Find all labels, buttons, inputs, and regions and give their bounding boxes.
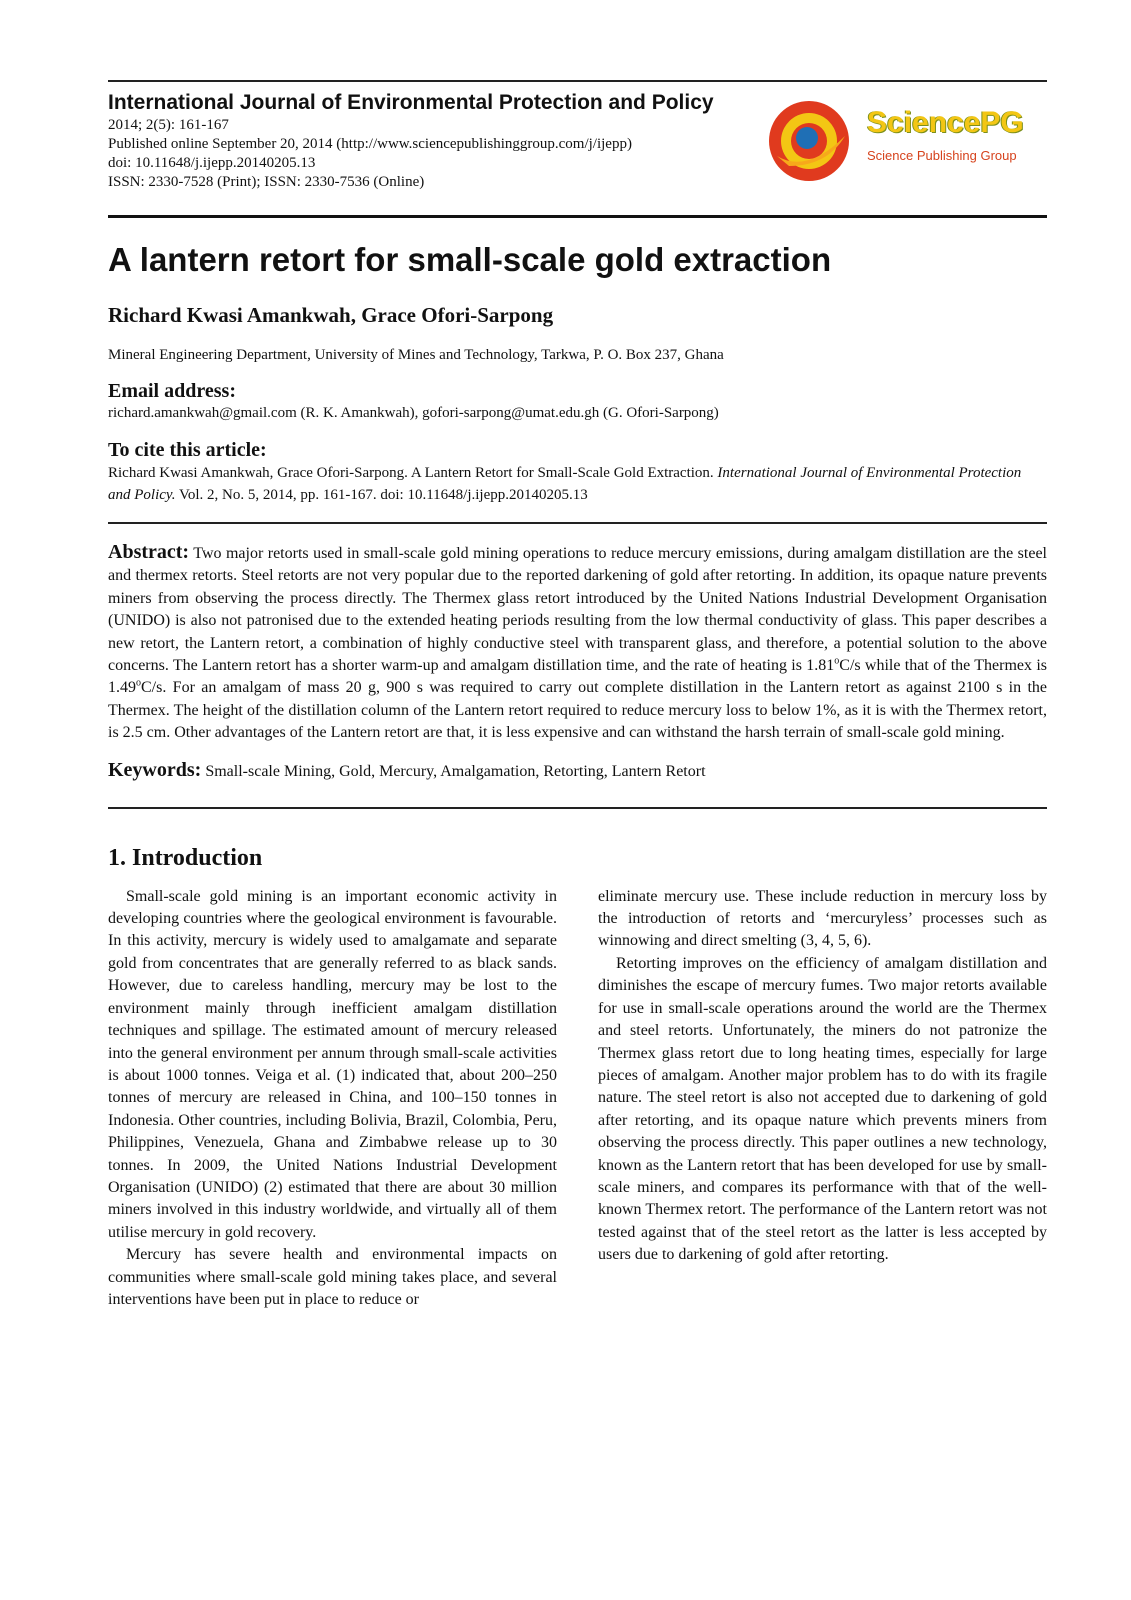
left-column	[108, 886, 557, 1312]
citation-journal: International Journal of Environmental Protection and Policy.	[108, 465, 1022, 503]
issn-line: ISSN: 2330-7528 (Print); ISSN: 2330-7536 (Online)	[108, 174, 425, 190]
top-rule	[108, 80, 1047, 82]
abstract	[108, 541, 1047, 745]
page	[108, 80, 1047, 1311]
abstract-bottom-rule	[108, 807, 1047, 809]
intro-paragraph: Mercury has severe health and environmental impacts on communities where small-scale gold mining takes place, and several interventions have been put in place to reduce or	[108, 1246, 557, 1308]
right-column	[598, 886, 1047, 1312]
doi-line: doi: 10.11648/j.ijepp.20140205.13	[108, 155, 316, 171]
header-rule	[108, 215, 1047, 218]
authors: Richard Kwasi Amankwah, Grace Ofori-Sarpong	[108, 303, 554, 327]
degree-sup-2: o	[136, 678, 141, 690]
journal-issue: 2014; 2(5): 161-167	[108, 117, 229, 133]
citation-prefix: Richard Kwasi Amankwah, Grace Ofori-Sarpong. A Lantern Retort for Small-Scale Gold Extraction.	[108, 465, 718, 481]
journal-header	[108, 90, 1047, 215]
degree-sup-1: o	[834, 655, 840, 667]
abstract-label: Abstract:	[108, 541, 190, 563]
email-addresses: richard.amankwah@gmail.com (R. K. Amankwah), gofori-sarpong@umat.edu.gh (G. Ofori-Sarpong)	[108, 405, 719, 421]
affiliation: Mineral Engineering Department, University of Mines and Technology, Tarkwa, P. O. Box 237, Ghana	[108, 347, 724, 363]
intro-paragraph: Small-scale gold mining is an important economic activity in developing countries where the geological environment is favourable. In this activity, mercury is widely used to amalgamate and separate gold from concentrates that are generally referred to as black sands. However, due to careless handling, mercury may be lost to the environment mainly through inefficient amalgam distillation techniques and spillage. The estimated amount of mercury released into the general environment per annum through small-scale activities is about 1000 tonnes. Veiga et al. (1) indicated that, about 200–250 tonnes of mercury are released in China, and 100–150 tonnes in Indonesia. Other countries, including Bolivia, Brazil, Colombia, Peru, Philippines, Venezuela, Ghana and Zimbabwe release up to 30 tonnes. In 2009, the United Nations Industrial Development Organisation (UNIDO) (2) estimated that there are about 30 million miners involved in this industry worldwide, and virtually all of them utilise mercury in gold recovery.	[108, 887, 557, 1241]
journal-title: International Journal of Environmental Protection and Policy	[108, 91, 714, 114]
paper-title: A lantern retort for small-scale gold extraction	[108, 241, 832, 278]
cite-heading: To cite this article:	[108, 439, 267, 461]
abstract-text-1: Two major retorts used in small-scale gold mining operations to reduce mercury emissions, during amalgam distillation are the steel and thermex retorts. Steel retorts are not very popular due to the reported darkening of gold after retorting. In addition, its opaque nature prevents miners from observing the process directly. The Thermex glass retort introduced by the United Nations Industrial Development Organisation (UNIDO) is also not patronised due to the extended heating periods resulting from the low thermal conductivity of glass. This paper describes a new retort, the Lantern retort, a combination of highly conductive steel with transparent glass, and therefore, a potential solution to the above concerns. The Lantern retort has a shorter warm-up and amalgam distillation time, and the rate of heating is 1.81	[108, 545, 1047, 675]
abstract-top-rule	[108, 522, 1047, 524]
sciencepg-logo	[767, 96, 1037, 186]
intro-paragraph: eliminate mercury use. These include reduction in mercury loss by the introduction of retorts and ‘mercuryless’ processes such as winnowing and direct smelting (3, 4, 5, 6).	[598, 887, 1047, 950]
keywords-text: Small-scale Mining, Gold, Mercury, Amalgamation, Retorting, Lantern Retort	[205, 762, 706, 780]
email-heading: Email address:	[108, 380, 236, 402]
intro-paragraph: Retorting improves on the efficiency of amalgam distillation and diminishes the escape of mercury fumes. Two major retorts available for use in small-scale operations around the world are the Thermex and steel retorts. Unfortunately, the miners do not patronize the Thermex glass retort due to long heating times, especially for large pieces of amalgam. Another major problem has to do with its fragile nature. The steel retort is also not accepted due to darkening of gold after retorting, and its opaque nature which prevents miners from observing the process directly. This paper outlines a new technology, known as the Lantern retort that has been developed for use by small-scale miners, and compares its performance with that of the well-known Thermex retort. The performance of the Lantern retort was not tested against that of the steel retort as the latter is less accepted by users due to darkening of gold after retorting.	[598, 954, 1047, 1264]
logo-name: SciencePG	[867, 106, 1024, 139]
two-column-body	[108, 886, 1047, 1312]
sciencepg-emblem-icon	[767, 96, 857, 186]
keywords-label: Keywords:	[108, 758, 202, 781]
logo-tagline: Science Publishing Group	[867, 148, 1017, 163]
section-heading-introduction: 1. Introduction	[108, 844, 263, 871]
citation	[108, 462, 1047, 506]
citation-suffix: Vol. 2, No. 5, 2014, pp. 161-167. doi: 10.11648/j.ijepp.20140205.13	[175, 487, 588, 503]
abstract-text-2: C/s while that of the Thermex is 1.49	[108, 657, 1047, 697]
abstract-text-3: C/s. For an amalgam of mass 20 g, 900 s was required to carry out complete distillation in the Lantern retort as against 2100 s in the Thermex. The height of the distillation column of the Lantern retort required to reduce mercury loss to below 1%, as it is with the Thermex retort, is 2.5 cm. Other advantages of the Lantern retort are that, it is less expensive and can withstand the harsh terrain of small-scale gold mining.	[108, 679, 1047, 742]
keywords	[108, 759, 1047, 783]
published-line: Published online September 20, 2014 (http://www.sciencepublishinggroup.com/j/ijepp)	[108, 136, 632, 152]
